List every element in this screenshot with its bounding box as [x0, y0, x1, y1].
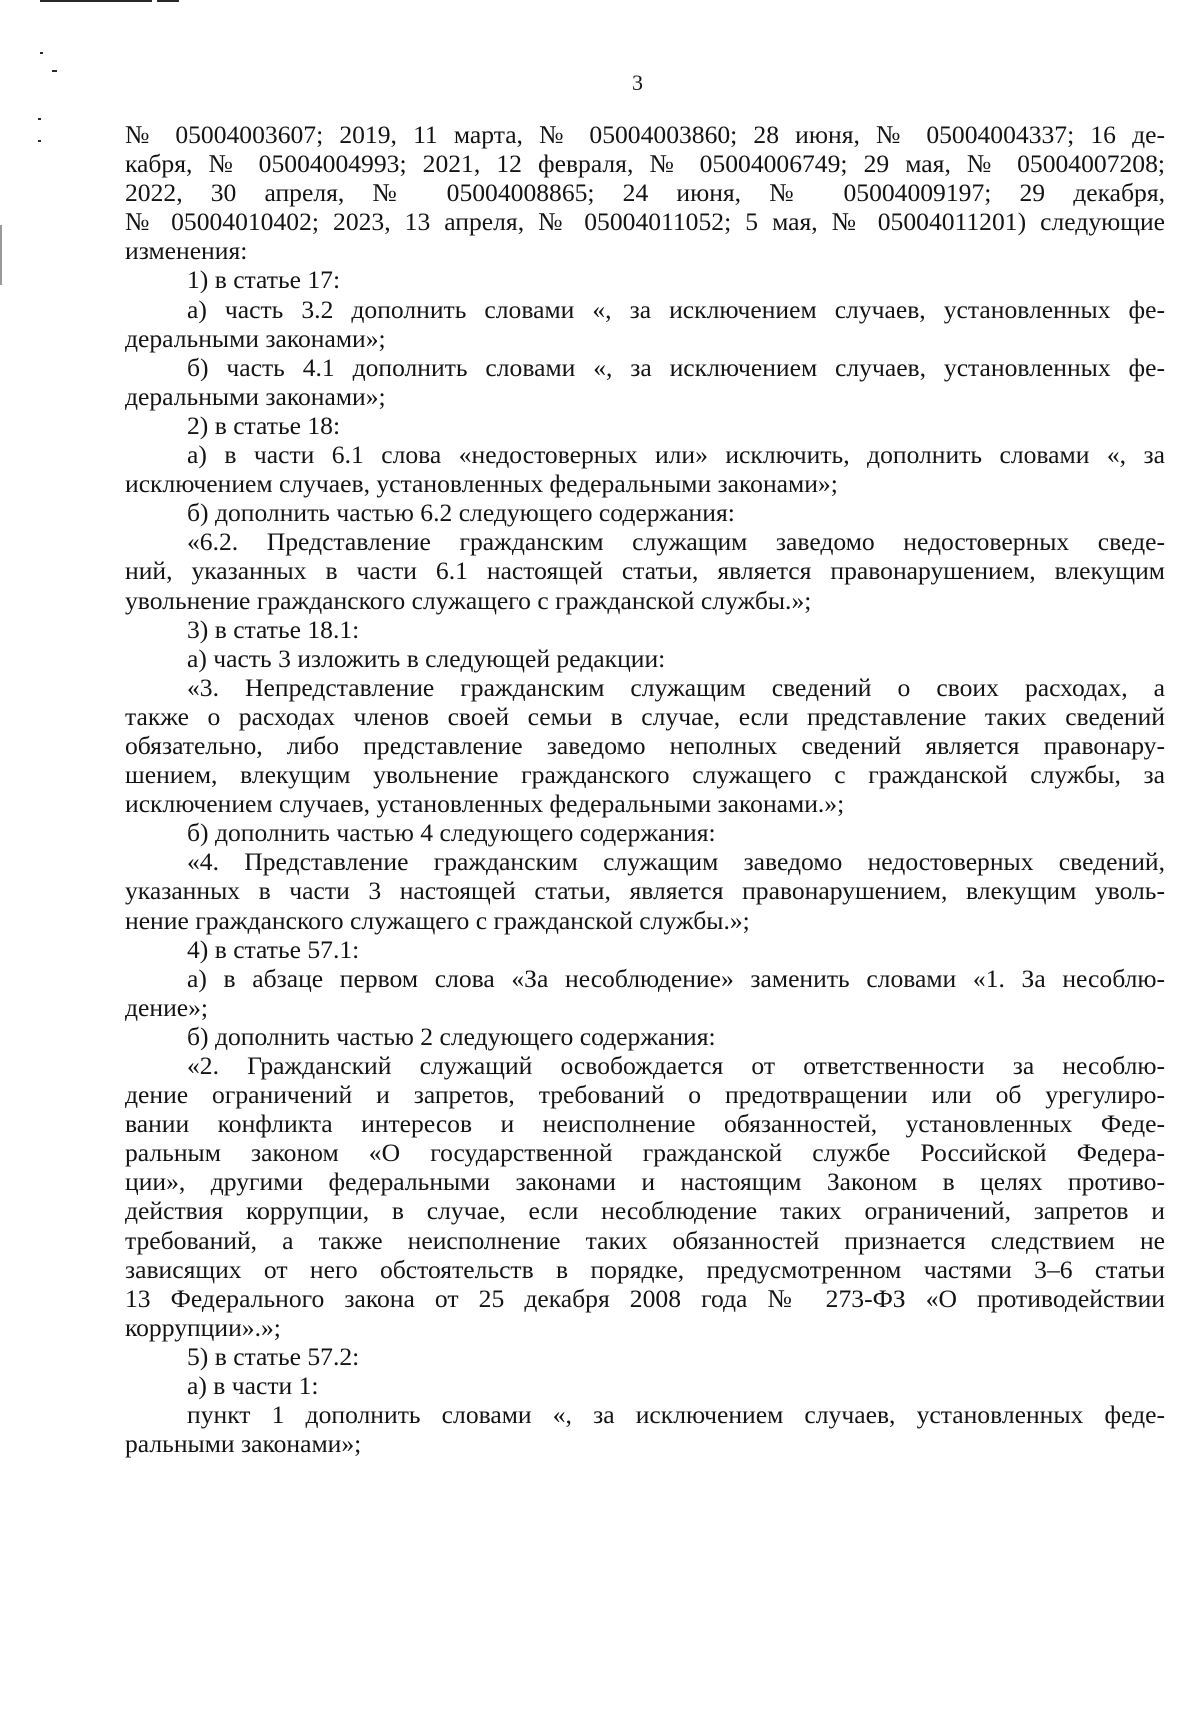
text-line: № 05004003607; 2019, 11 марта, № 05004003860; 28 июня, № 05004004337; 16 де- [125, 120, 1165, 149]
text-line: а) в абзаце первом слова «За несоблюдение» заменить словами «1. За несоблю- [187, 963, 1165, 993]
text-line: «2. Гражданский служащий освобождается от ответственности за несоблю- [187, 1051, 1165, 1080]
text-line: б) дополнить частью 6.2 следующего содержания: [187, 498, 735, 528]
text-line: «3. Непредставление гражданским служащим сведений о своих расходах, а [187, 672, 1165, 702]
text-line: а) часть 3.2 дополнить словами «, за исключением случаев, установленных фе- [187, 294, 1165, 324]
text-line: 1) в статье 17: [187, 265, 341, 295]
text-line: а) в части 6.1 слова «недостоверных или» исключить, дополнить словами «, за [187, 440, 1165, 470]
text-line: 2022, 30 апреля, № 05004008865; 24 июня, № 05004009197; 29 декабря, [125, 178, 1165, 208]
text-line: шением, влекущим увольнение гражданского служащего с гражданской службы, за [125, 760, 1165, 790]
document-body [125, 120, 1165, 1458]
scan-mark-left-4 [38, 140, 41, 142]
text-line: б) часть 4.1 дополнить словами «, за исключением случаев, установленных фе- [187, 352, 1165, 382]
text-line: изменения: [125, 236, 248, 266]
text-line: «4. Представление гражданским служащим заведомо недостоверных сведений, [187, 847, 1165, 877]
text-line: ции», другими федеральными законами и настоящим Законом в целях противо- [125, 1167, 1165, 1197]
text-line: вании конфликта интересов и неисполнение обязанностей, установленных Феде- [125, 1109, 1165, 1139]
text-line: исключением случаев, установленных федеральными законами.»; [125, 789, 845, 819]
scan-mark-top [40, 0, 152, 2]
scan-mark-top-right [157, 0, 179, 2]
text-line: б) дополнить частью 4 следующего содержания: [187, 818, 716, 848]
text-line: а) часть 3 изложить в следующей редакции: [187, 643, 666, 673]
scan-mark-left-edge [0, 225, 2, 285]
text-line: «6.2. Представление гражданским служащим заведомо недостоверных сведе- [187, 527, 1165, 557]
text-line: ральными законами»; [125, 1429, 362, 1459]
text-line: 3) в статье 18.1: [187, 614, 360, 644]
text-line: также о расходах членов своей семьи в случае, если представление таких сведений [125, 701, 1165, 731]
text-line: 5) в статье 57.2: [187, 1341, 360, 1371]
text-line: ральным законом «О государственной гражданской службе Российской Федера- [125, 1138, 1165, 1168]
text-line: ний, указанных в части 6.1 настоящей статьи, является правонарушением, влекущим [125, 556, 1165, 586]
text-line: нение гражданского служащего с гражданской службы.»; [125, 905, 750, 935]
page-number: 3 [632, 70, 643, 95]
text-line: указанных в части 3 настоящей статьи, является правонарушением, влекущим уволь- [125, 876, 1165, 906]
text-line: б) дополнить частью 2 следующего содержания: [187, 1021, 716, 1051]
text-line: 2) в статье 18: [187, 410, 341, 440]
text-line: требований, а также неисполнение таких обязанностей признается следствием не [125, 1225, 1165, 1255]
text-line: деральными законами»; [125, 381, 386, 411]
text-line: обязательно, либо представление заведомо неполных сведений является правонару- [125, 730, 1165, 760]
text-line: 4) в статье 57.1: [187, 934, 360, 964]
text-line: 13 Федерального закона от 25 декабря 2008 года № 273-ФЗ «О противодействии [125, 1283, 1165, 1313]
text-line: дение»; [125, 992, 209, 1022]
text-line: № 05004010402; 2023, 13 апреля, № 05004011052; 5 мая, № 05004011201) следующие [125, 207, 1165, 237]
text-line: дение ограничений и запретов, требований о предотвращении или об урегулиро- [125, 1080, 1165, 1110]
text-line: а) в части 1: [187, 1371, 319, 1401]
scan-mark-left-3 [38, 118, 41, 120]
text-line: действия коррупции, в случае, если несоблюдение таких ограничений, запретов и [125, 1196, 1165, 1226]
text-line: исключением случаев, установленных федеральными законами»; [125, 469, 838, 499]
text-line: деральными законами»; [125, 323, 386, 353]
text-line: пункт 1 дополнить словами «, за исключением случаев, установленных феде- [187, 1400, 1165, 1430]
scan-mark-left-1 [40, 52, 43, 54]
text-line: кабря, № 05004004993; 2021, 12 февраля, № 05004006749; 29 мая, № 05004007208; [125, 149, 1165, 179]
text-line: коррупции».»; [125, 1312, 281, 1342]
text-line: зависящих от него обстоятельств в порядке, предусмотренном частями 3–6 статьи [125, 1254, 1165, 1284]
text-line: увольнение гражданского служащего с гражданской службы.»; [125, 585, 812, 615]
